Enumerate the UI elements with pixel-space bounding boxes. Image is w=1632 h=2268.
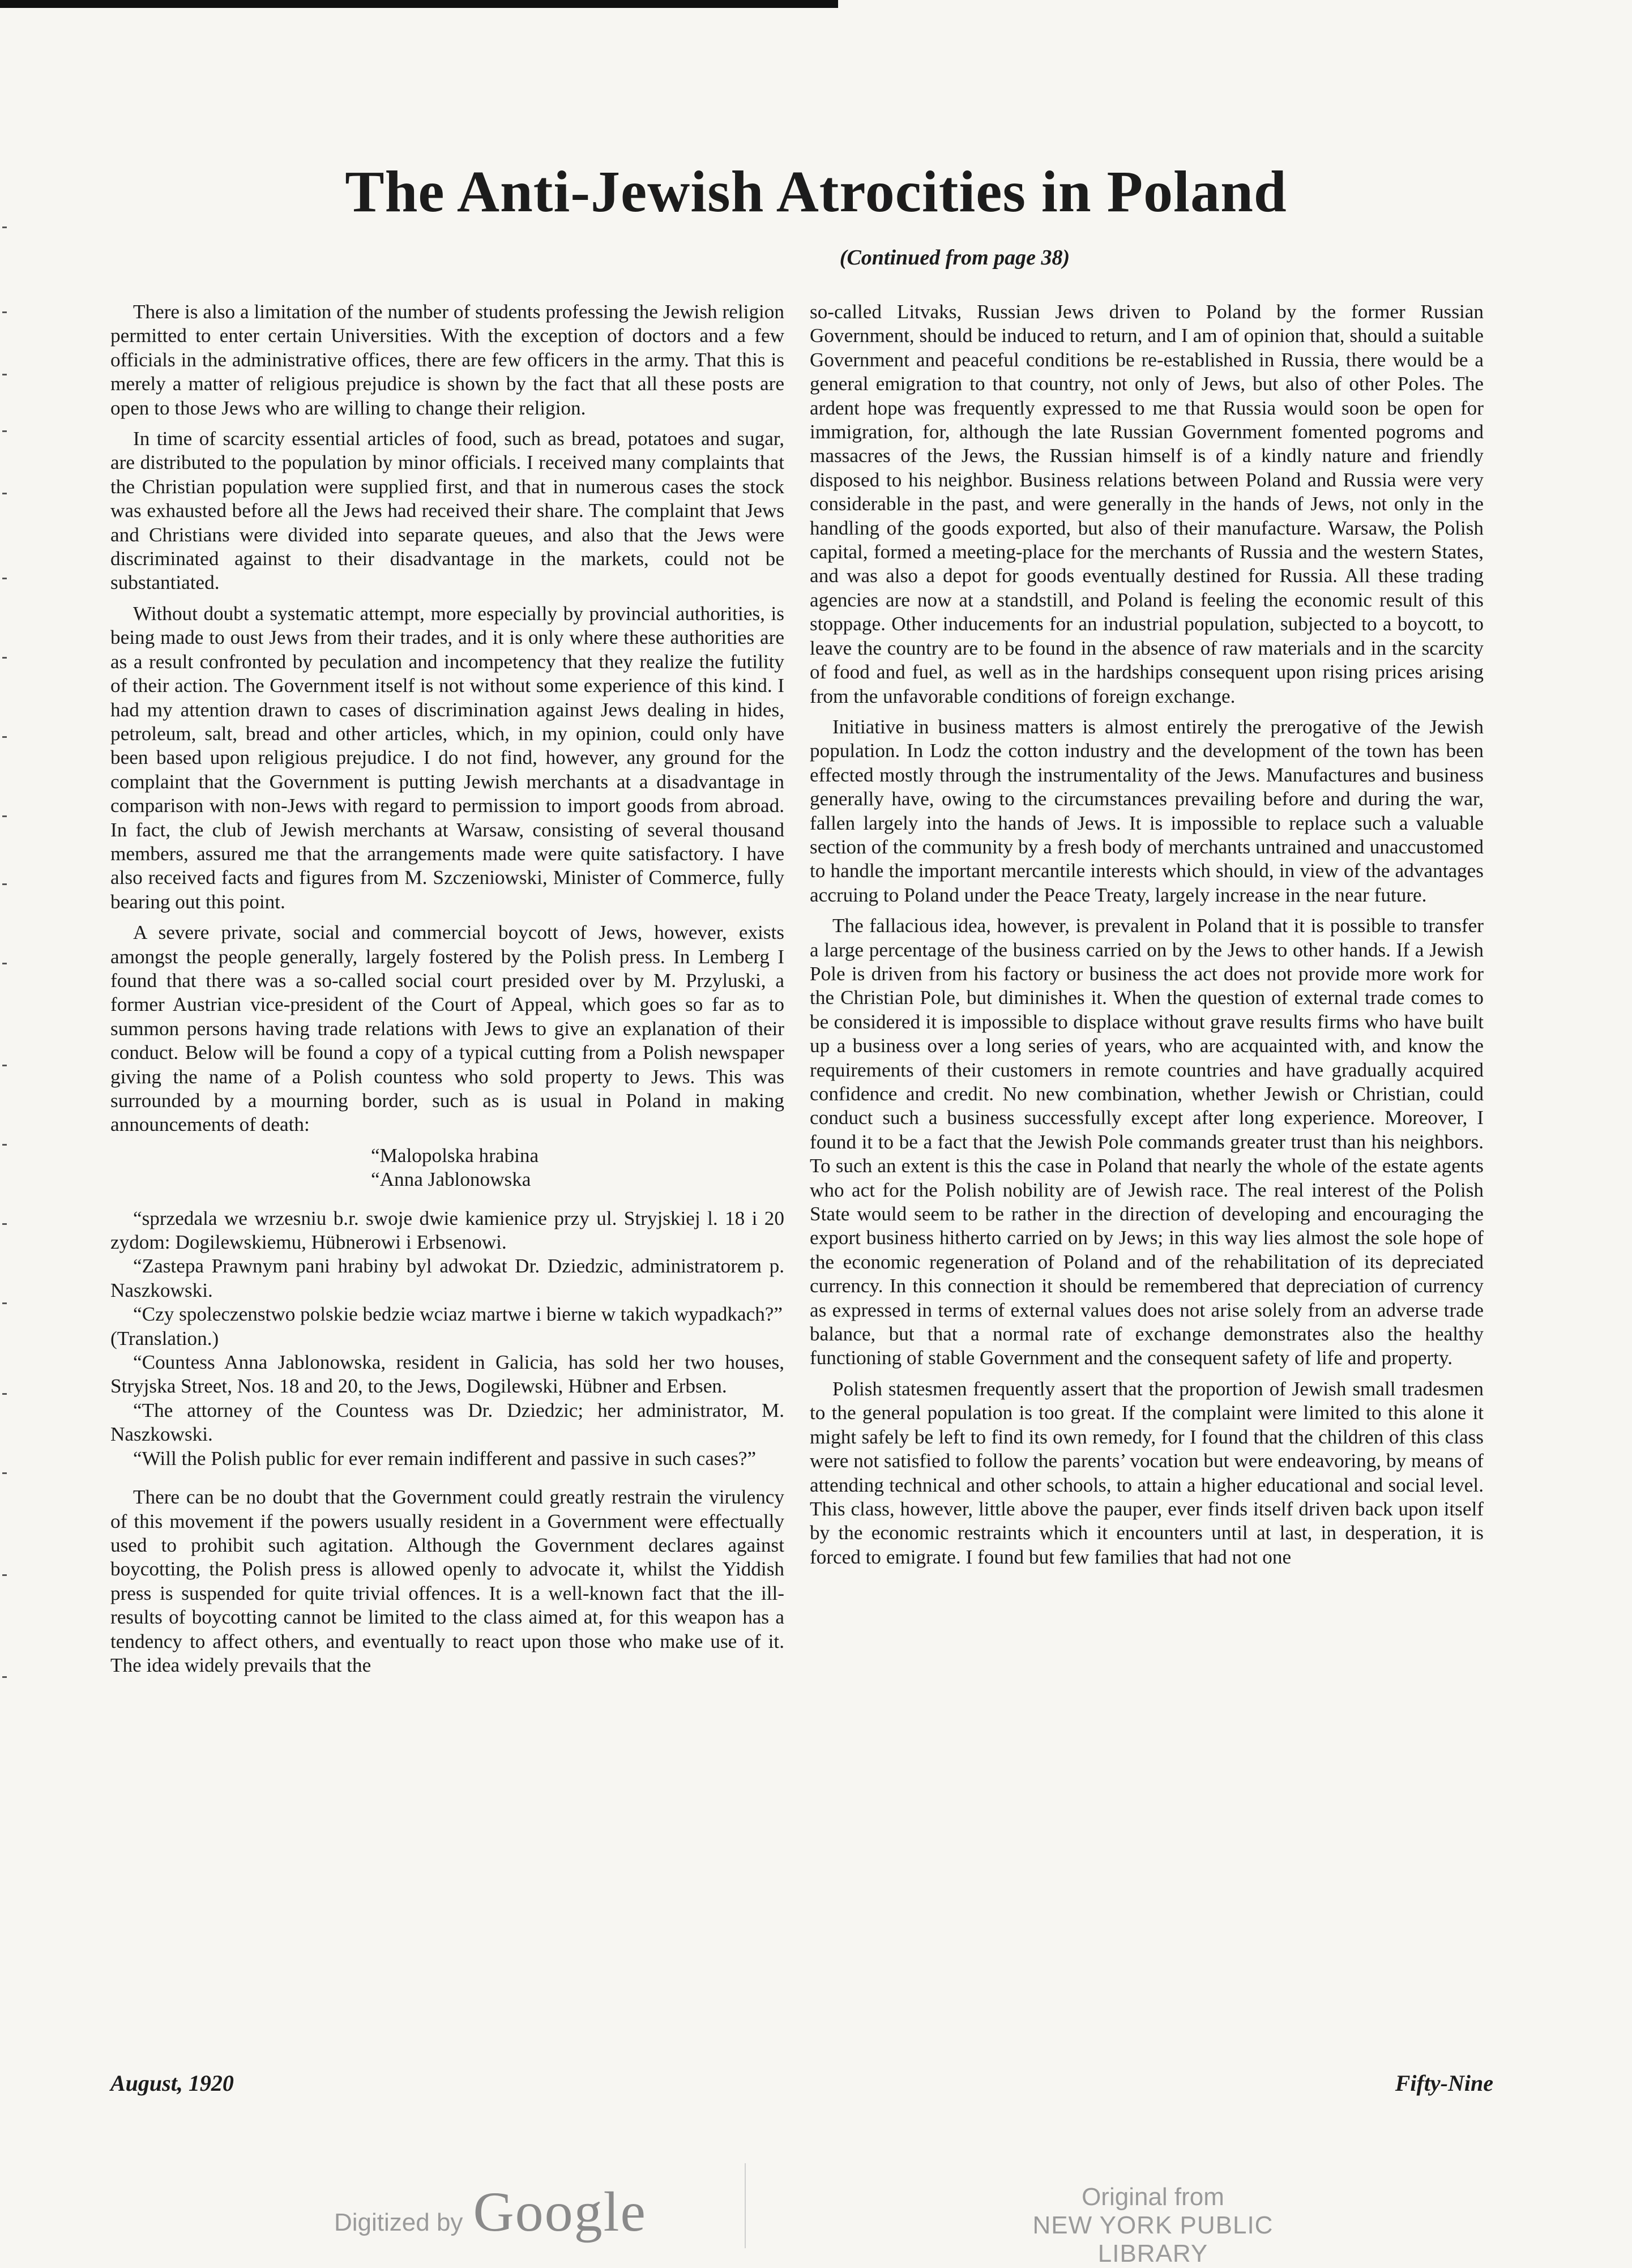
translation-line: “Will the Polish public for ever remain indifferent and passive in such cases?” <box>133 1447 757 1470</box>
issue-date: August, 1920 <box>110 2070 234 2096</box>
right-column <box>810 300 1484 2061</box>
paragraph: Initiative in business matters is almost entirely the prerogative of the Jewish population. In Lodz the cotton industry and the development of the town has been effected mostly through the instrumentality of the Jews. Manufactures and business generally have, owing to the circumstances prevailing before and during the war, fallen largely into the hands of Jews. It is impossible to replace such a valuable section of the community by a fresh body of merchants untrained and unaccustomed to handle the important mercantile interests which should, in view of the advantages accruing to Poland under the Peace Treaty, largely increase in the near future. <box>810 715 1484 906</box>
translation-line: “The attorney of the Countess was Dr. Dziedzic; her administrator, M. Naszkowski. <box>110 1399 784 1446</box>
paragraph: There is also a limitation of the number of students professing the Jewish religion permitted to enter certain Universities. With the exception of doctors and a few officials in the administrative offices, there are few officers in the army. That this is merely a matter of religious prejudice is shown by the fact that all these posts are open to those Jews who are willing to change their religion. <box>110 301 784 419</box>
margin-marks <box>0 227 11 1699</box>
original-from-label: Original from <box>1082 2183 1224 2211</box>
left-column <box>110 300 784 2061</box>
paragraph: The fallacious idea, however, is prevalent in Poland that it is possible to transfer a large percentage of the business carried on by the Jews to other hands. If a Jewish Pole is driven from his factory or business the act does not provide more work for the Christian Pole, but diminishes it. When the question of external trade comes to be considered it is impossible to displace without grave results firms who have built up a business over a long series of years, who are acquainted with, and know the requirements of their customers in remote countries and have gradually acquired confidence and credit. No new combination, whether Jewish or Christian, could conduct such a business successfully except after long experience. Moreover, I found it to be a fact that the Jewish Pole commands greater trust than his neighbors. To such an extent is this the case in Poland that nearly the whole of the estate agents who act for the Polish nobility are of Jewish race. The real interest of the Polish State would seem to be rather in the direction of developing and encouraging the export business hitherto carried on by Jews; in this way lies almost the sole hope of the economic regeneration of Poland and of the rehabilitation of its depreciated currency. In this connection it should be remembered that depreciation of currency as expressed in terms of external values does not arise solely from an adverse trade balance, but that a normal rate of exchange demonstrates also the healthy functioning of stable Government and the consequent safety of life and property. <box>810 915 1484 1369</box>
polish-quote: “Zastepa Prawnym pani hrabiny byl adwokat Dr. Dziedzic, administratorem p. Naszkowski. <box>110 1255 784 1301</box>
digitized-label: Digitized by <box>334 2209 463 2236</box>
quote-line: “Malopolska hrabina <box>371 1144 539 1167</box>
translation-label: (Translation.) <box>110 1327 219 1349</box>
paragraph: so-called Litvaks, Russian Jews driven to Poland by the former Russian Government, should be induced to return, and I am of opinion that, should a suitable Government and peaceful conditions be re-established in Russia, there would be a general emigration to that country, not only of Jews, but also of other Poles. The ardent hope was frequently expressed to me that Russia would soon be open for immigration, for, although the late Russian Government fomented pogroms and massacres of the Jews, the Russian himself is of a kindly nature and friendly disposed to his neighbor. Business relations between Poland and Russia were very considerable in the past, and were generally in the hands of Jews, not only in the handling of the goods exported, but also of their manufacture. Warsaw, the Polish capital, formed a meeting-place for the merchants of Russia and the western States, and was also a depot for goods eventually destined for Russia. All these trading agencies are now at a standstill, and Poland is feeling the economic result of this stoppage. Other inducements for an industrial population, subjected to a boycott, to leave the country are to be found in the absence of raw materials and in the scarcity of food and fuel, as well as in the hardships consequent upon rising prices arising from the unfavorable conditions of foreign exchange. <box>810 301 1484 707</box>
polish-quote: “Czy spoleczenstwo polskie bedzie wciaz martwe i bierne w takich wypadkach?” <box>133 1303 783 1326</box>
polish-quote: “sprzedala we wrzesniu b.r. swoje dwie kamienice przy ul. Stryjskiej l. 18 i 20 zydom: Dogilewskiemu, Hübnerowi i Erbsenowi. <box>110 1207 784 1254</box>
quote-line: “Anna Jablonowska <box>371 1168 531 1191</box>
page-number: Fifty-Nine <box>1395 2070 1493 2096</box>
library-name: NEW YORK PUBLIC LIBRARY <box>1032 2211 1274 2267</box>
watermark-divider <box>745 2163 746 2248</box>
paragraph: Without doubt a systematic attempt, more especially by provincial authorities, is being made to oust Jews from their trades, and it is only where these authorities are as a result confronted by peculation and incompetency that they realize the futility of their action. The Government itself is not without some experience of this kind. I had my attention drawn to cases of discrimination against Jews dealing in hides, petroleum, salt, bread and other articles, which, in my opinion, could only have been based upon religious prejudice. I do not find, however, any ground for the complaint that the Government is putting Jewish merchants at a disadvantage in comparison with non-Jews with regard to permission to import goods from abroad. In fact, the club of Jewish merchants at Warsaw, consisting of several thousand members, assured me that the arrangements made were quite satisfactory. I have also received facts and figures from M. Szczeniowski, Minister of Commerce, fully bearing out this point. <box>110 602 784 913</box>
top-rule <box>0 0 838 8</box>
source-library <box>983 2183 1323 2268</box>
paragraph: A severe private, social and commercial boycott of Jews, however, exists amongst the people generally, largely fostered by the Polish press. In Lemberg I found that there was a so-called social court presided over by M. Przyluski, a former Austrian vice-president of the Court of Appeal, which goes so far as to summon persons having trade relations with Jews to give an explanation of their conduct. Below will be found a copy of a typical cutting from a Polish newspaper giving the name of a Polish countess who sold property to Jews. This was surrounded by a mourning border, such as is usual in Poland in making announcements of death: <box>110 921 784 1136</box>
paragraph: Polish statesmen frequently assert that the proportion of Jewish small tradesmen to the general population is too great. If the complaint were limited to this alone it might safely be left to find its own remedy, for I found that the children of this class were not satisfied to follow the parents’ vocation but were endeavoring, by means of attending technical and other schools, to attain a higher educational and social level. This class, however, little above the pauper, ever finds itself driven back upon itself by the economic restraints which it encounters until at last, in desperation, it is forced to emigrate. I found but few families that had not one <box>810 1377 1484 1568</box>
translation-line: “Countess Anna Jablonowska, resident in Galicia, has sold her two houses, Stryjska Street, Nos. 18 and 20, to the Jews, Dogilewski, Hübner and Erbsen. <box>110 1351 784 1398</box>
article-title: The Anti-Jewish Atrocities in Poland <box>345 159 1287 224</box>
digitized-by <box>334 2179 647 2244</box>
article-subtitle: (Continued from page 38) <box>839 246 1070 270</box>
paragraph: In time of scarcity essential articles of food, such as bread, potatoes and sugar, are distributed to the population by minor officials. I received many complaints that the Christian population were supplied first, and that in numerous cases the stock was exhausted before all the Jews had received their share. The complaint that Jews and Christians were divided into separate queues, and also that the Jews were discriminated against to their disadvantage in the markets, could not be substantiated. <box>110 428 784 594</box>
paragraph: There can be no doubt that the Government could greatly restrain the virulency of this movement if the powers usually resident in a Government were effectually used to prohibit such agitation. Although the Government declares against boycotting, the Polish press is allowed openly to advocate it, whilst the Yiddish press is suspended for quite trivial offences. It is a well-known fact that the ill-results of boycotting cannot be limited to the class aimed at, for this weapon has a tendency to affect others, and eventually to react upon those who make use of it. The idea widely prevails that the <box>110 1486 784 1676</box>
google-logo: Google <box>473 2180 647 2243</box>
